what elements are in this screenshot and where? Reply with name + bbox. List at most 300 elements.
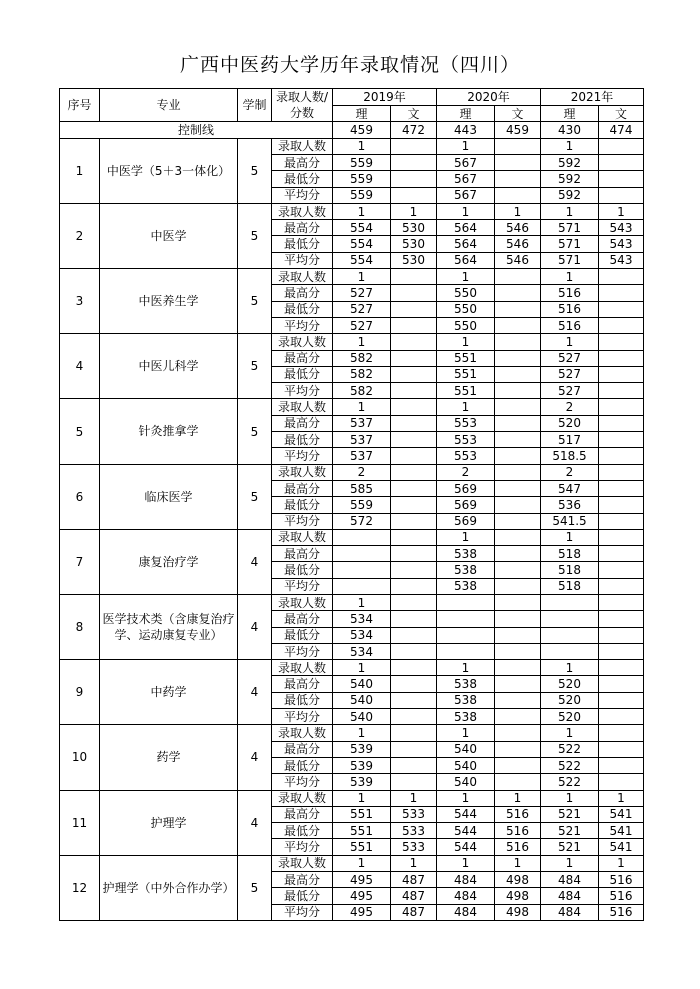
score-cell: 1 (333, 725, 391, 741)
score-cell: 551 (437, 366, 495, 382)
major-name: 药学 (100, 725, 238, 790)
control-value: 472 (391, 122, 437, 138)
metric-label: 最高分 (272, 350, 333, 366)
score-cell: 540 (437, 757, 495, 773)
score-cell: 530 (391, 236, 437, 252)
score-cell: 1 (437, 269, 495, 285)
major-duration: 5 (238, 138, 272, 203)
metric-label: 录取人数 (272, 269, 333, 285)
score-cell (495, 741, 541, 757)
score-cell: 585 (333, 480, 391, 496)
score-cell: 1 (391, 790, 437, 806)
score-cell: 550 (437, 317, 495, 333)
score-cell (495, 432, 541, 448)
score-cell: 1 (541, 529, 599, 545)
score-cell: 538 (437, 676, 495, 692)
metric-label: 录取人数 (272, 529, 333, 545)
score-cell: 567 (437, 187, 495, 203)
score-cell: 520 (541, 692, 599, 708)
score-cell (391, 464, 437, 480)
score-cell (599, 757, 644, 773)
score-cell (599, 448, 644, 464)
score-cell (599, 709, 644, 725)
score-cell (599, 578, 644, 594)
score-cell (391, 497, 437, 513)
header-sci-2021: 理 (541, 105, 599, 122)
score-cell (495, 497, 541, 513)
major-index: 7 (60, 529, 100, 594)
score-cell: 564 (437, 236, 495, 252)
score-cell (541, 594, 599, 610)
score-cell (599, 154, 644, 170)
score-cell: 527 (541, 383, 599, 399)
major-name: 中药学 (100, 660, 238, 725)
score-cell (495, 334, 541, 350)
score-cell: 543 (599, 236, 644, 252)
score-cell: 1 (333, 399, 391, 415)
score-cell: 1 (599, 790, 644, 806)
score-cell: 534 (333, 611, 391, 627)
score-cell: 537 (333, 448, 391, 464)
score-cell (391, 611, 437, 627)
score-cell: 546 (495, 236, 541, 252)
score-cell (599, 611, 644, 627)
score-cell: 484 (437, 904, 495, 920)
score-cell (599, 366, 644, 382)
score-cell: 1 (333, 790, 391, 806)
major-name: 护理学（中外合作办学） (100, 855, 238, 920)
metric-label: 最高分 (272, 154, 333, 170)
score-cell (599, 269, 644, 285)
score-cell: 547 (541, 480, 599, 496)
score-cell: 516 (541, 317, 599, 333)
score-cell: 559 (333, 154, 391, 170)
score-cell (391, 154, 437, 170)
header-lib-2019: 文 (391, 105, 437, 122)
metric-label: 最高分 (272, 285, 333, 301)
metric-label: 平均分 (272, 252, 333, 268)
score-cell: 571 (541, 252, 599, 268)
score-cell: 1 (495, 855, 541, 871)
score-cell (391, 285, 437, 301)
score-cell (495, 154, 541, 170)
score-cell: 539 (333, 757, 391, 773)
score-cell (495, 594, 541, 610)
header-row (60, 89, 644, 106)
metric-label: 录取人数 (272, 660, 333, 676)
score-cell: 516 (495, 806, 541, 822)
score-cell: 559 (333, 171, 391, 187)
score-cell: 1 (437, 399, 495, 415)
score-cell (599, 660, 644, 676)
score-cell (495, 448, 541, 464)
score-cell: 2 (333, 464, 391, 480)
score-cell (541, 643, 599, 659)
metric-label: 最低分 (272, 301, 333, 317)
score-cell (391, 269, 437, 285)
score-cell: 543 (599, 252, 644, 268)
score-cell: 518.5 (541, 448, 599, 464)
score-cell: 544 (437, 806, 495, 822)
score-cell (391, 399, 437, 415)
score-cell (495, 285, 541, 301)
header-lib-2021: 文 (599, 105, 644, 122)
score-cell: 534 (333, 627, 391, 643)
header-year-2019: 2019年 (333, 89, 437, 106)
score-cell: 559 (333, 187, 391, 203)
score-cell: 1 (437, 334, 495, 350)
score-cell: 484 (541, 904, 599, 920)
score-cell (599, 741, 644, 757)
score-cell: 564 (437, 220, 495, 236)
score-cell (391, 627, 437, 643)
score-cell: 569 (437, 513, 495, 529)
table-row (60, 855, 644, 871)
score-cell (599, 171, 644, 187)
score-cell: 541 (599, 839, 644, 855)
score-cell: 543 (599, 220, 644, 236)
score-cell (391, 317, 437, 333)
score-cell: 520 (541, 415, 599, 431)
score-cell: 1 (333, 334, 391, 350)
metric-label: 录取人数 (272, 334, 333, 350)
score-cell (391, 709, 437, 725)
metric-label: 录取人数 (272, 594, 333, 610)
table-row (60, 464, 644, 480)
score-cell (391, 741, 437, 757)
control-value: 459 (495, 122, 541, 138)
metric-label: 最高分 (272, 806, 333, 822)
score-cell (495, 366, 541, 382)
score-cell: 1 (541, 269, 599, 285)
major-name: 针灸推拿学 (100, 399, 238, 464)
score-cell: 539 (333, 774, 391, 790)
score-cell (599, 350, 644, 366)
score-cell (391, 334, 437, 350)
score-cell: 551 (437, 383, 495, 399)
score-cell: 571 (541, 236, 599, 252)
score-cell: 559 (333, 497, 391, 513)
score-cell: 516 (495, 839, 541, 855)
major-name: 中医养生学 (100, 269, 238, 334)
score-cell: 1 (333, 138, 391, 154)
score-cell: 539 (333, 741, 391, 757)
score-cell: 518 (541, 546, 599, 562)
score-cell (391, 432, 437, 448)
metric-label: 最低分 (272, 171, 333, 187)
score-cell (495, 578, 541, 594)
score-cell: 551 (437, 350, 495, 366)
major-name: 中医学 (100, 203, 238, 268)
score-cell (391, 301, 437, 317)
metric-label: 录取人数 (272, 855, 333, 871)
score-cell (599, 497, 644, 513)
score-cell (599, 562, 644, 578)
score-cell: 546 (495, 252, 541, 268)
score-cell (391, 774, 437, 790)
score-cell (437, 627, 495, 643)
score-cell: 582 (333, 366, 391, 382)
score-cell: 1 (437, 529, 495, 545)
score-cell: 520 (541, 709, 599, 725)
score-cell: 521 (541, 823, 599, 839)
score-cell (599, 529, 644, 545)
table-row (60, 138, 644, 154)
score-cell: 487 (391, 888, 437, 904)
score-cell: 540 (333, 676, 391, 692)
score-cell (599, 187, 644, 203)
score-cell: 1 (437, 855, 495, 871)
score-cell: 1 (391, 855, 437, 871)
score-cell (437, 594, 495, 610)
score-cell: 484 (541, 872, 599, 888)
score-cell: 530 (391, 220, 437, 236)
score-cell (391, 594, 437, 610)
score-cell (391, 366, 437, 382)
metric-label: 最低分 (272, 627, 333, 643)
score-cell (599, 285, 644, 301)
score-cell: 569 (437, 480, 495, 496)
score-cell (599, 774, 644, 790)
score-cell: 540 (333, 709, 391, 725)
major-index: 12 (60, 855, 100, 920)
table-row (60, 399, 644, 415)
score-cell: 484 (541, 888, 599, 904)
header-duration: 学制 (238, 89, 272, 122)
score-cell: 1 (541, 203, 599, 219)
metric-label: 最低分 (272, 236, 333, 252)
score-cell: 541 (599, 806, 644, 822)
score-cell: 518 (541, 578, 599, 594)
metric-label: 平均分 (272, 317, 333, 333)
score-cell (391, 692, 437, 708)
metric-label: 最低分 (272, 562, 333, 578)
metric-label: 最高分 (272, 546, 333, 562)
score-cell (541, 627, 599, 643)
score-cell: 521 (541, 806, 599, 822)
score-cell: 518 (541, 562, 599, 578)
score-cell: 527 (333, 317, 391, 333)
score-cell: 553 (437, 448, 495, 464)
score-cell: 538 (437, 709, 495, 725)
control-value: 443 (437, 122, 495, 138)
score-cell: 533 (391, 806, 437, 822)
score-cell: 1 (333, 660, 391, 676)
score-cell (495, 187, 541, 203)
score-cell: 540 (333, 692, 391, 708)
score-cell (599, 692, 644, 708)
major-duration: 5 (238, 855, 272, 920)
metric-label: 平均分 (272, 513, 333, 529)
score-cell: 550 (437, 301, 495, 317)
score-cell: 1 (541, 660, 599, 676)
score-cell (495, 546, 541, 562)
score-cell (391, 513, 437, 529)
major-index: 4 (60, 334, 100, 399)
score-cell: 516 (541, 301, 599, 317)
major-duration: 5 (238, 399, 272, 464)
header-sci-2019: 理 (333, 105, 391, 122)
score-cell (495, 317, 541, 333)
metric-label: 最高分 (272, 741, 333, 757)
score-cell (495, 529, 541, 545)
score-cell: 522 (541, 774, 599, 790)
score-cell: 517 (541, 432, 599, 448)
score-cell: 1 (333, 269, 391, 285)
score-cell: 538 (437, 692, 495, 708)
score-cell: 520 (541, 676, 599, 692)
major-duration: 5 (238, 269, 272, 334)
score-cell (599, 432, 644, 448)
metric-label: 最高分 (272, 220, 333, 236)
metric-label: 最低分 (272, 757, 333, 773)
score-cell (495, 643, 541, 659)
score-cell: 1 (541, 725, 599, 741)
score-cell: 1 (541, 855, 599, 871)
score-cell: 2 (437, 464, 495, 480)
score-cell: 567 (437, 171, 495, 187)
score-cell: 516 (599, 904, 644, 920)
score-cell: 537 (333, 415, 391, 431)
score-cell: 1 (495, 203, 541, 219)
score-cell: 1 (437, 660, 495, 676)
score-cell: 487 (391, 872, 437, 888)
metric-label: 平均分 (272, 643, 333, 659)
score-cell (599, 464, 644, 480)
table-row (60, 790, 644, 806)
major-duration: 5 (238, 203, 272, 268)
score-cell (495, 350, 541, 366)
score-cell (495, 138, 541, 154)
metric-label: 最高分 (272, 480, 333, 496)
metric-label: 最低分 (272, 497, 333, 513)
score-cell (391, 546, 437, 562)
header-year-2021: 2021年 (541, 89, 644, 106)
score-cell (495, 513, 541, 529)
score-cell (391, 415, 437, 431)
header-index: 序号 (60, 89, 100, 122)
score-cell (599, 643, 644, 659)
score-cell: 541 (599, 823, 644, 839)
score-cell: 527 (541, 366, 599, 382)
control-line-row (60, 122, 644, 138)
score-cell: 495 (333, 872, 391, 888)
score-cell: 484 (437, 888, 495, 904)
score-cell (599, 415, 644, 431)
score-cell: 533 (391, 823, 437, 839)
score-cell: 536 (541, 497, 599, 513)
table-row (60, 725, 644, 741)
score-cell: 516 (541, 285, 599, 301)
score-cell: 1 (541, 790, 599, 806)
major-duration: 4 (238, 725, 272, 790)
score-cell (391, 757, 437, 773)
score-cell (495, 415, 541, 431)
score-cell: 495 (333, 904, 391, 920)
header-lib-2020: 文 (495, 105, 541, 122)
score-cell (495, 692, 541, 708)
score-cell (391, 448, 437, 464)
score-cell: 592 (541, 171, 599, 187)
score-cell: 567 (437, 154, 495, 170)
score-cell (333, 578, 391, 594)
score-cell: 553 (437, 415, 495, 431)
score-cell (333, 562, 391, 578)
major-duration: 5 (238, 464, 272, 529)
control-value: 430 (541, 122, 599, 138)
score-cell (391, 529, 437, 545)
major-index: 10 (60, 725, 100, 790)
score-cell: 521 (541, 839, 599, 855)
score-cell: 495 (333, 888, 391, 904)
score-cell: 516 (495, 823, 541, 839)
score-cell (495, 171, 541, 187)
score-cell (599, 399, 644, 415)
score-cell (333, 529, 391, 545)
major-index: 6 (60, 464, 100, 529)
score-cell (495, 774, 541, 790)
score-cell: 1 (599, 855, 644, 871)
score-cell: 498 (495, 872, 541, 888)
score-cell (495, 562, 541, 578)
metric-label: 平均分 (272, 709, 333, 725)
score-cell (495, 464, 541, 480)
metric-label: 平均分 (272, 839, 333, 855)
major-index: 1 (60, 138, 100, 203)
score-cell (495, 611, 541, 627)
major-duration: 4 (238, 790, 272, 855)
score-cell: 564 (437, 252, 495, 268)
score-cell: 527 (333, 285, 391, 301)
score-cell: 522 (541, 757, 599, 773)
score-cell: 1 (437, 790, 495, 806)
score-cell (495, 757, 541, 773)
metric-label: 平均分 (272, 187, 333, 203)
score-cell: 541.5 (541, 513, 599, 529)
table-row (60, 660, 644, 676)
score-cell (495, 725, 541, 741)
major-index: 9 (60, 660, 100, 725)
major-duration: 4 (238, 529, 272, 594)
score-cell (495, 627, 541, 643)
score-cell (599, 725, 644, 741)
score-cell (495, 709, 541, 725)
score-cell: 553 (437, 432, 495, 448)
score-cell (599, 480, 644, 496)
metric-label: 录取人数 (272, 464, 333, 480)
header-major: 专业 (100, 89, 238, 122)
score-cell: 538 (437, 546, 495, 562)
major-name: 医学技术类（含康复治疗学、运动康复专业） (100, 594, 238, 659)
metric-label: 平均分 (272, 774, 333, 790)
major-duration: 4 (238, 594, 272, 659)
score-cell: 572 (333, 513, 391, 529)
score-cell: 544 (437, 839, 495, 855)
score-cell (599, 513, 644, 529)
score-cell (599, 138, 644, 154)
score-cell: 1 (437, 725, 495, 741)
score-cell (495, 480, 541, 496)
metric-label: 录取人数 (272, 399, 333, 415)
score-cell: 582 (333, 350, 391, 366)
score-cell: 551 (333, 823, 391, 839)
metric-label: 平均分 (272, 448, 333, 464)
score-cell (391, 643, 437, 659)
score-cell: 1 (333, 855, 391, 871)
metric-label: 最高分 (272, 611, 333, 627)
score-cell (391, 350, 437, 366)
score-cell: 1 (437, 203, 495, 219)
